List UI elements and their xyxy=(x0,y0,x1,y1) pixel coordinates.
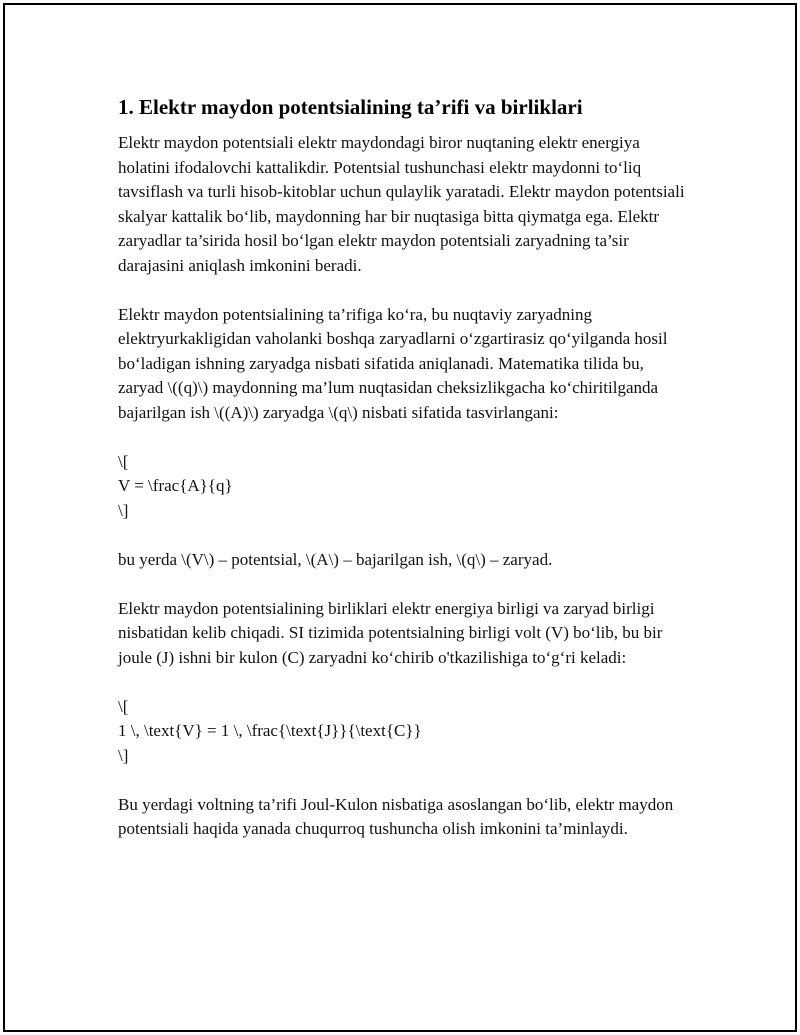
formula-body: 1 \, \text{V} = 1 \, \frac{\text{J}}{\text{C}} xyxy=(118,721,422,740)
paragraph-conclusion: Bu yerdagi voltning ta’rifi Joul-Kulon nisbatiga asoslangan bo‘lib, elektr maydon potentsiali haqida yanada chuqurroq tushuncha olish imkonini ta’minlaydi. xyxy=(118,794,674,838)
formula-volt xyxy=(118,695,693,769)
paragraph-potential-definition: Elektr maydon potentsialining ta’rifiga ko‘ra, bu nuqtaviy zaryadning elektryurkakligidan vaholanki boshqa zaryadlarni o‘zgartirasiz qo‘yilganda hosil bo‘ladigan ishning zaryadga nisbati sifatida aniqlanadi. Matematika tilida bu, zaryad \((q)\) maydonning ma’lum nuqtasidan cheksizlikgacha ko‘chiritilganda bajarilgan ish \((A)\) zaryadga \(q\) nisbati sifatida tasvirlangani: xyxy=(118,304,668,422)
formula-open-delimiter: \[ xyxy=(118,696,129,716)
formula-close-delimiter: \] xyxy=(118,745,129,765)
paragraph-variable-legend: bu yerda \(V\) – potentsial, \(A\) – bajarilgan ish, \(q\) – zaryad. xyxy=(118,549,553,569)
formula-close-delimiter: \] xyxy=(118,500,129,520)
document-body xyxy=(118,93,693,866)
paragraph-units: Elektr maydon potentsialining birliklari elektr energiya birligi va zaryad birligi nisbatidan kelib chiqadi. SI tizimida potentsialning birligi volt (V) bo‘lib, bu bir joule (J) ishni bir kulon (C) zaryadni ko‘chirib o'tkazilishiga to‘g‘ri keladi: xyxy=(118,598,663,667)
formula-potential xyxy=(118,450,693,524)
paragraph-definition: Elektr maydon potentsiali elektr maydondagi biror nuqtaning elektr energiya holatini ifodalovchi kattalikdir. Potentsial tushunchasi elektr maydonni to‘liq tavsiflash va turli hisob-kitoblar uchun qulaylik yaratadi. Elektr maydon potentsiali skalyar kattalik bo‘lib, maydonning har bir nuqtasiga bitta qiymatga ega. Elektr zaryadlar ta’sirida hosil bo‘lgan elektr maydon potentsiali zaryadning ta’sir darajasini aniqlash imkonini beradi. xyxy=(118,133,685,275)
formula-open-delimiter: \[ xyxy=(118,451,129,471)
formula-body: V = \frac{A}{q} xyxy=(118,476,233,495)
section-heading: 1. Elektr maydon potentsialining ta’rifi va birliklari xyxy=(118,95,583,119)
